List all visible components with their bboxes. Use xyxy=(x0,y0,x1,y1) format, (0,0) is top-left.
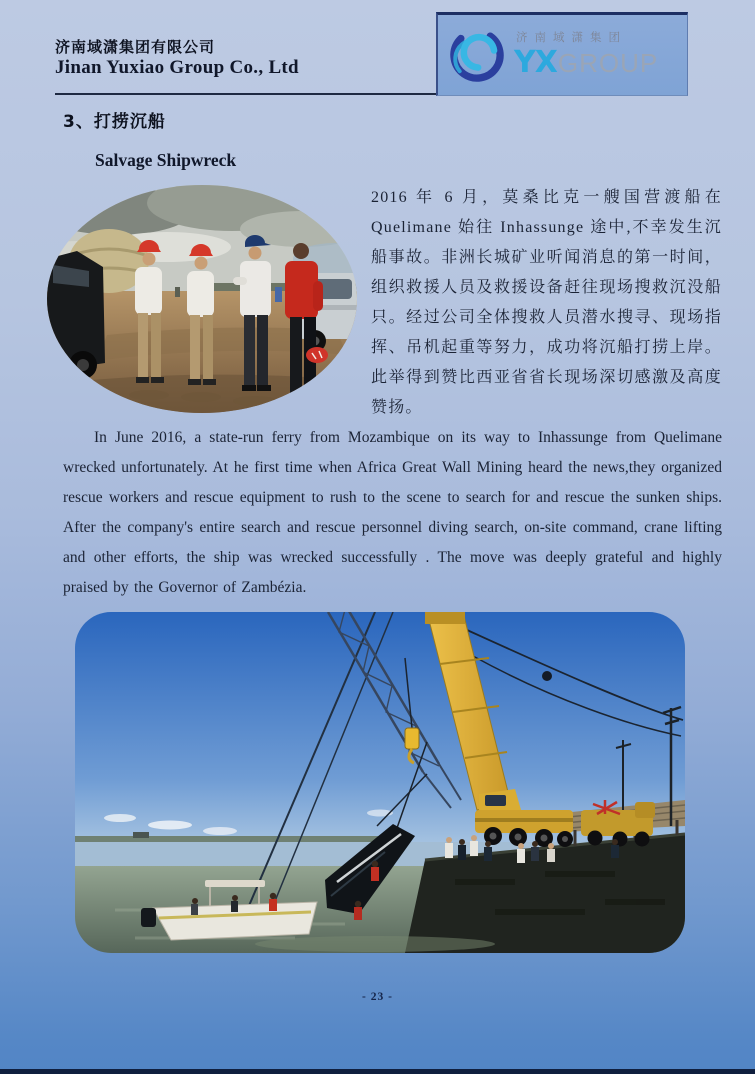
logo-en-row xyxy=(514,45,683,83)
page-number: - 23 - xyxy=(362,991,393,1003)
logo-cn-text: 济南域潇集团 xyxy=(516,30,627,44)
logo-swirl-icon xyxy=(444,19,510,91)
body-content xyxy=(0,183,755,603)
site-visit-photo xyxy=(47,185,357,413)
company-name-en: Jinan Yuxiao Group Co., Ltd xyxy=(55,57,299,78)
site-visit-photo-image xyxy=(47,185,357,413)
header-divider xyxy=(55,93,438,95)
salvage-crane-photo xyxy=(75,612,685,953)
section-title-cn: 3、打捞沉船 xyxy=(63,112,166,132)
paragraph-english: In June 2016, a state-run ferry from Mozambique on its way to Inhassunge from Quelimane wrecked unfortunately. At he first time when Africa Great Wall Mining heard the news,they organized rescue workers and rescue equipment to rush to the scene to search for and rescue the sunken ships. After the company's entire search and rescue personnel diving search, on-site command, crane lifting and other efforts, the ship was wrecked successfully . The move was deeply grateful and highly praised by the Governor of Zambézia. xyxy=(63,429,722,596)
page-header xyxy=(0,0,755,96)
footer-bar xyxy=(0,1069,755,1074)
company-logo xyxy=(436,12,688,96)
salvage-crane-photo-image xyxy=(75,612,685,953)
paragraph-chinese: 2016 年 6 月，莫桑比克一艘国营渡船在 Quelimane 始往 Inhassunge 途中,不幸发生沉船事故。非洲长城矿业听闻消息的第一时间，组织救援人员及救援设备赶往现场搜救沉没船只。经过公司全体搜救人员潜水搜寻、现场指挥、吊机起重等努力，成功将沉船打捞上岸。此举得到赞比西亚省省长现场深切感激及高度赞扬。 xyxy=(371,189,722,416)
logo-yx-text: YX xyxy=(514,45,557,80)
section-title-en: Salvage Shipwreck xyxy=(95,150,237,170)
logo-group-text: GROUP xyxy=(557,48,659,78)
company-name-cn: 济南域潇集团有限公司 xyxy=(55,38,216,56)
logo-text-block xyxy=(510,27,683,83)
